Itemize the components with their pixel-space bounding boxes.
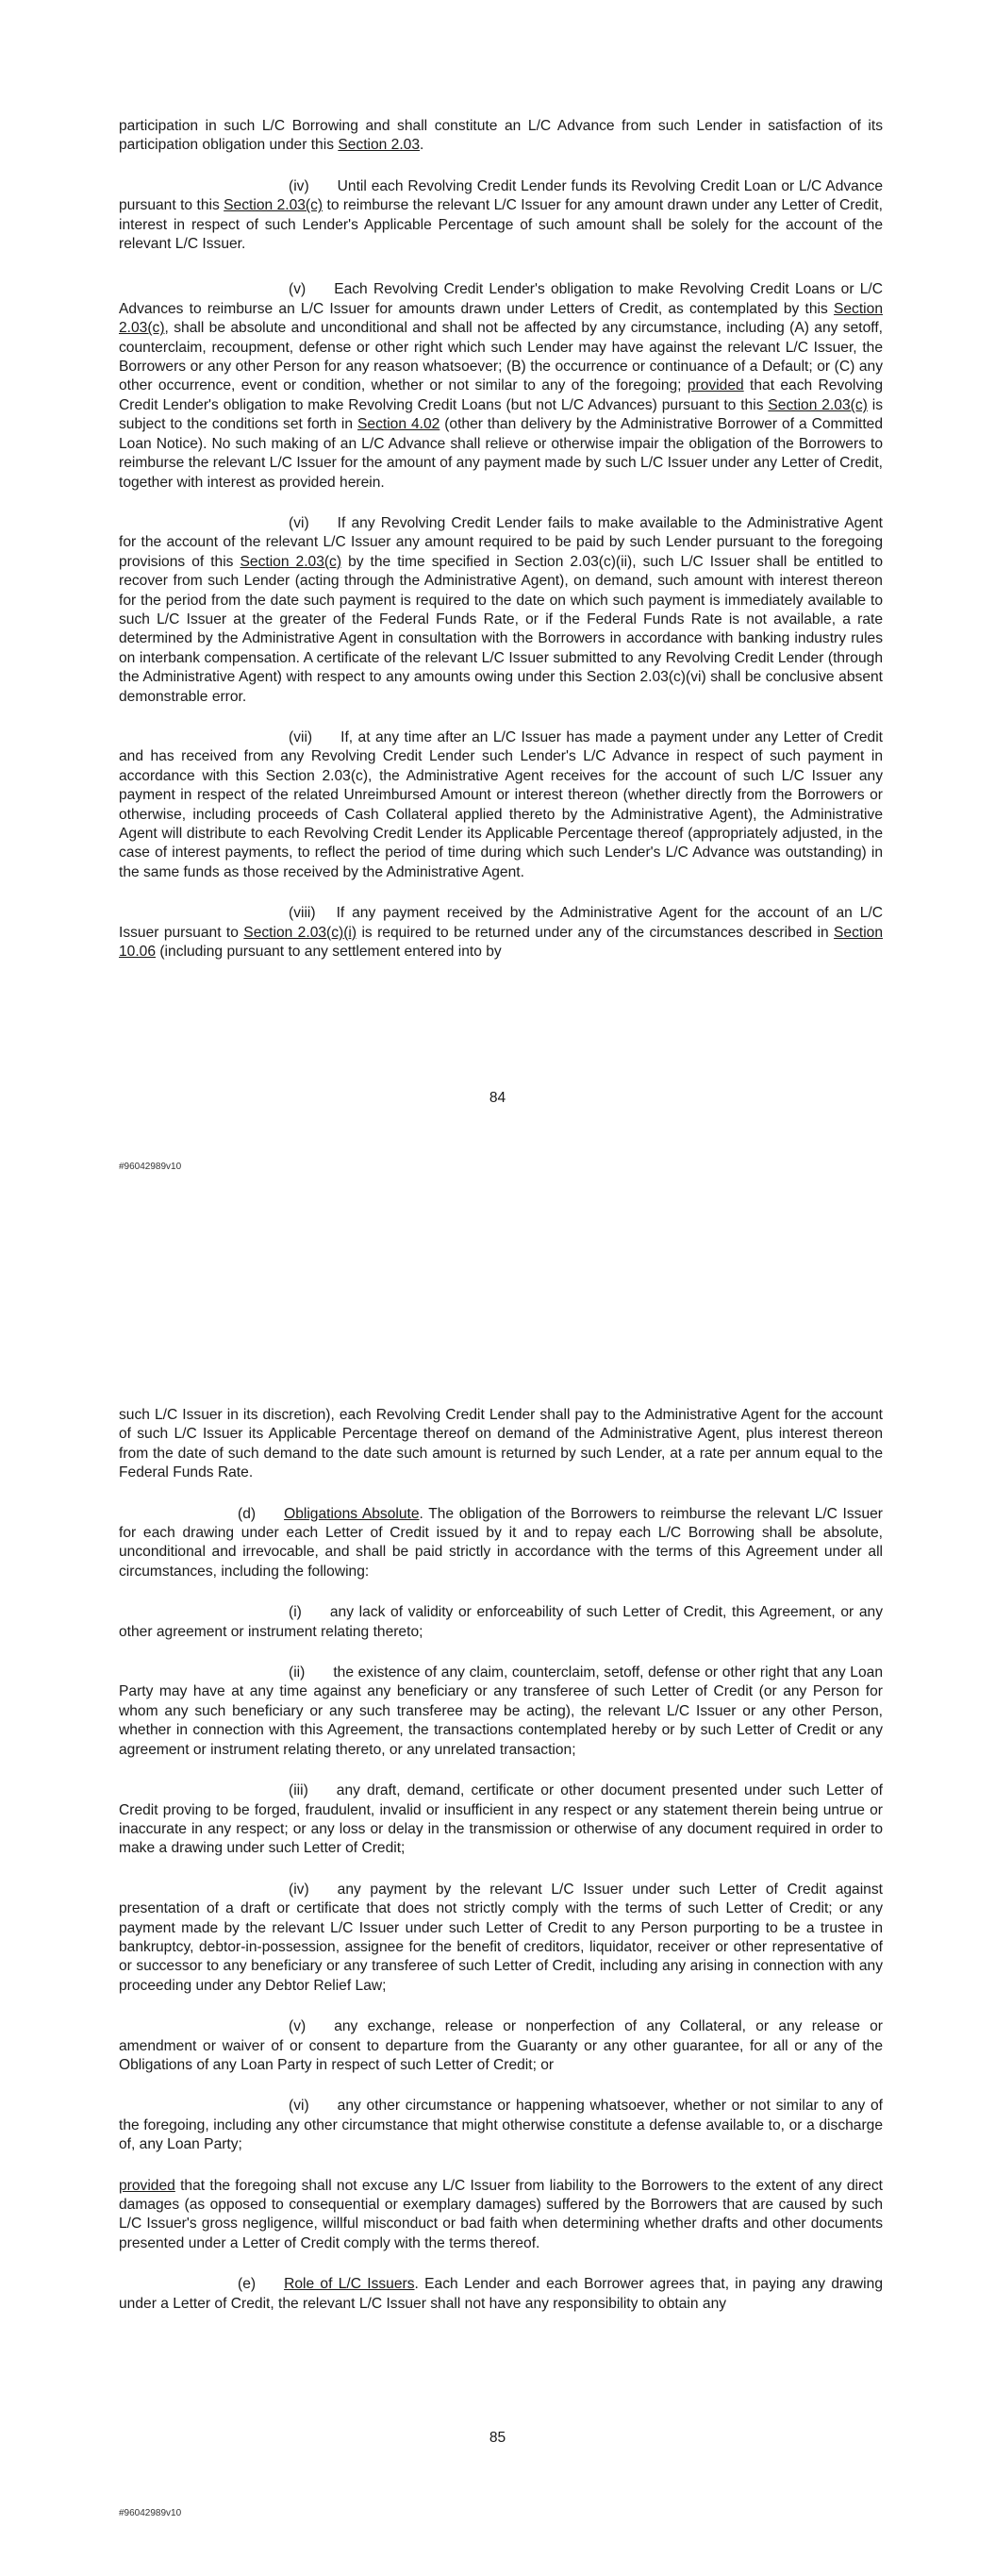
paragraph-v: (v) any exchange, release or nonperfection of any Collateral, or any release or amendment or waiver of or consent to departure from the Guaranty or any other guarantee, for all or any of the Obligations of any Loan Party in respect of such Letter of Credit; or <box>119 2018 883 2073</box>
clause-label: (e) <box>238 2276 257 2293</box>
section-heading: Obligations Absolute <box>284 1505 420 1522</box>
clause-label: (vi) <box>289 514 309 531</box>
clause-label: (iv) <box>289 177 309 194</box>
document-page-85 <box>0 1283 995 2576</box>
clause-label: (v) <box>289 2018 307 2035</box>
paragraph-e: (e) Role of L/C Issuers. Each Lender and each Borrower agrees that, in paying any drawing under a Letter of Credit, the relevant L/C Issuer shall not have any responsibility to obtain any <box>119 2276 883 2312</box>
clause-label: (d) <box>238 1505 257 1522</box>
paragraph-vi: (vi) any other circumstance or happening whatsoever, whether or not similar to any of the foregoing, including any other circumstance that might otherwise constitute a defense available to, or a discharge of, any Loan Party; <box>119 2098 883 2153</box>
paragraph-iv: (iv) any payment by the relevant L/C Issuer under such Letter of Credit against presentation of a draft or certificate that does not strictly comply with the terms of such Letter of Credit; or any payment made by the relevant L/C Issuer under such Letter of Credit to any Person purporting to be a trustee in bankruptcy, debtor-in-possession, assignee for the benefit of creditors, liquidator, receiver or other representative of or successor to any beneficiary or any transferee of such Letter of Credit, including any arising in connection with any proceeding under any Debtor Relief Law; <box>119 1881 883 1994</box>
section-link: Section 10.06 <box>119 924 884 961</box>
clause-label: (ii) <box>289 1664 306 1681</box>
paragraph-vi: (vi) If any Revolving Credit Lender fails to make available to the Administrative Agent for the account of the relevant L/C Issuer any amount required to be paid by such Lender pursuant to the foregoing provisions of this Section 2.03(c) by the time specified in Section 2.03(c)(ii), such L/C Issuer shall be entitled to recover from such Lender (acting through the Administrative Agent), on demand, such amount with interest thereon for the period from the date such payment is required to the date on which such payment is immediately available to such L/C Issuer at the greater of the Federal Funds Rate, or if the Federal Funds Rate is not available, a rate determined by the Administrative Agent in consultation with the Borrowers in accordance with banking industry rules on interbank compensation. A certificate of the relevant L/C Issuer submitted to any Revolving Credit Lender (through the Administrative Agent) with respect to any amounts owing under this Section 2.03(c)(vi) shall be conclusive absent demonstrable error. <box>119 514 883 705</box>
document-page-84 <box>0 0 995 1283</box>
section-link: Section 2.03(c) <box>768 396 868 413</box>
page-84-body <box>119 117 883 983</box>
section-link: Section 2.03(c) <box>240 553 342 570</box>
paragraph-iv: (iv) Until each Revolving Credit Lender funds its Revolving Credit Loan or L/C Advance pursuant to this Section 2.03(c) to reimburse the relevant L/C Issuer for any amount drawn under any Letter of Credit, interest in respect of such Lender's Applicable Percentage of such amount shall be solely for the account of the relevant L/C Issuer. <box>119 177 883 253</box>
clause-label: (iii) <box>289 1782 308 1799</box>
paragraph-i: (i) any lack of validity or enforceability of such Letter of Credit, this Agreement, or any other agreement or instrument relating thereto; <box>119 1604 883 1640</box>
clause-label: (viii) <box>289 905 316 922</box>
page-number: 85 <box>489 2430 506 2446</box>
paragraph-ii: (ii) the existence of any claim, counterclaim, setoff, defense or other right that any Loan Party may have at any time against any beneficiary or any transferee of such Letter of Credit (or any Person for whom any such beneficiary or any such transferee may be acting), the relevant L/C Issuer or any other Person, whether in connection with this Agreement, the transactions contemplated hereby or by such Letter of Credit or any agreement or instrument relating thereto, or any unrelated transaction; <box>119 1664 883 1758</box>
paragraph-continuation: such L/C Issuer in its discretion), each Revolving Credit Lender shall pay to the Administrative Agent for the account of such L/C Issuer its Applicable Percentage thereof on demand of the Administrative Agent, plus interest thereon from the date of such demand to the date such amount is returned by such Lender, at a rate per annum equal to the Federal Funds Rate. <box>119 1407 883 1481</box>
section-link: Section 4.02 <box>357 416 440 433</box>
section-link: Section 2.03(c) <box>119 300 883 337</box>
section-link: Section 2.03 <box>338 137 421 154</box>
paragraph-proviso: provided that the foregoing shall not excuse any L/C Issuer from liability to the Borrowers to the extent of any direct damages (as opposed to consequential or exemplary damages) suffered by the Borrowers that are caused by such L/C Issuer's gross negligence, willful misconduct or bad faith when determining whether drafts and other documents presented under a Letter of Credit comply with the terms thereof. <box>119 2177 883 2251</box>
clause-label: (v) <box>289 281 307 298</box>
document-id: #96042989v10 <box>119 1162 182 1172</box>
proviso-term: provided <box>687 377 744 394</box>
proviso-term: provided <box>119 2177 175 2194</box>
page-85-body <box>119 1406 883 2335</box>
section-link: Section 2.03(c) <box>224 197 323 214</box>
paragraph-d: (d) Obligations Absolute. The obligation of the Borrowers to reimburse the relevant L/C Issuer for each drawing under each Letter of Credit issued by it and to repay each L/C Borrowing shall be absolute, unconditional and irrevocable, and shall be paid strictly in accordance with the terms of this Agreement under all circumstances, including the following: <box>119 1505 884 1580</box>
paragraph-v: (v) Each Revolving Credit Lender's obligation to make Revolving Credit Loans or L/C Advances to reimburse an L/C Issuer for amounts drawn under Letters of Credit, as contemplated by this Section 2.03(c), shall be absolute and unconditional and shall not be affected by any circumstance, including (A) any setoff, counterclaim, recoupment, defense or other right which such Lender may have against the relevant L/C Issuer, the Borrowers or any other Person for any reason whatsoever; (B) the occurrence or continuance of a Default; or (C) any other occurrence, event or condition, whether or not similar to any of the foregoing; provided that each Revolving Credit Lender's obligation to make Revolving Credit Loans (but not L/C Advances) pursuant to this Section 2.03(c) is subject to the conditions set forth in Section 4.02 (other than delivery by the Administrative Borrower of a Committed Loan Notice). No such making of an L/C Advance shall relieve or otherwise impair the obligation of the Borrowers to reimburse the relevant L/C Issuer for the amount of any payment made by such L/C Issuer under any Letter of Credit, together with interest as provided herein. <box>119 281 884 491</box>
document-id: #96042989v10 <box>119 2508 182 2518</box>
paragraph-viii: (viii) If any payment received by the Administrative Agent for the account of an L/C Issuer pursuant to Section 2.03(c)(i) is required to be returned under any of the circumstances described in Section 10.06 (including pursuant to any settlement entered into by <box>119 905 884 961</box>
page-number: 84 <box>489 1090 506 1106</box>
clause-label: (vi) <box>289 2098 309 2115</box>
section-link: Section 2.03(c)(i) <box>243 924 357 941</box>
clause-label: (i) <box>289 1604 302 1621</box>
clause-label: (vii) <box>289 728 313 745</box>
section-heading: Role of L/C Issuers <box>284 2276 415 2293</box>
paragraph-vii: (vii) If, at any time after an L/C Issuer has made a payment under any Letter of Credit and has received from any Revolving Credit Lender such Lender's L/C Advance in respect of such payment in accordance with this Section 2.03(c), the Administrative Agent receives for the account of such L/C Issuer any payment in respect of the related Unreimbursed Amount or interest thereon (whether directly from the Borrowers or otherwise, including proceeds of Cash Collateral applied thereto by the Administrative Agent), the Administrative Agent will distribute to each Revolving Credit Lender its Applicable Percentage thereof (appropriately adjusted, in the case of interest payments, to reflect the period of time during which such Lender's L/C Advance was outstanding) in the same funds as those received by the Administrative Agent. <box>119 728 883 880</box>
paragraph-continuation: participation in such L/C Borrowing and shall constitute an L/C Advance from such Lender in satisfaction of its participation obligation under this Section 2.03. <box>119 118 883 154</box>
clause-label: (iv) <box>289 1881 309 1898</box>
paragraph-iii: (iii) any draft, demand, certificate or other document presented under such Letter of Credit proving to be forged, fraudulent, invalid or insufficient in any respect or any statement therein being untrue or inaccurate in any respect; or any loss or delay in the transmission or otherwise of any document required in order to make a drawing under such Letter of Credit; <box>119 1782 883 1857</box>
